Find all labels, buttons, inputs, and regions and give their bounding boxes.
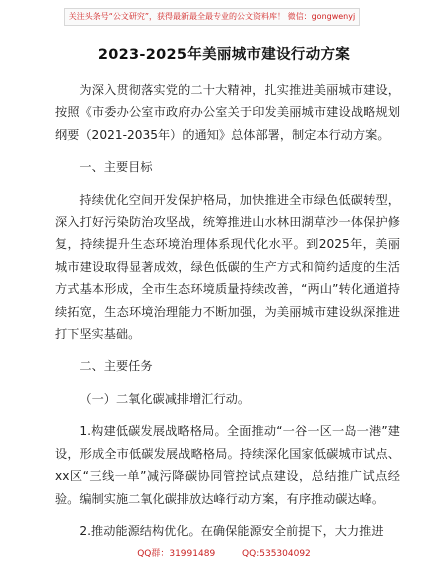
promo-banner [64,8,360,26]
intro-paragraph: 为深入贯彻落实党的二十大精神，扎实推进美丽城市建设，按照《市委办公室市政府办公室关于印发美丽城市建设战略规划纲要（2021-2035年）的通知》总体部署，制定本行动方案。 [55,83,400,142]
footer-qq-group: QQ群：31991489 [137,549,216,559]
goals-paragraph: 持续优化空间开发保护格局，加快推进全市绿色低碳转型，深入打好污染防治攻坚战，统筹推进山水林田湖草沙一体保护修复，持续提升生态环境治理体系现代化水平。到2025年，美丽城市建设取得显著成效，绿色低碳的生产方式和简约适度的生活方式基本形成，全市生态环境质量持续改善，“两山”转化通道持续拓宽，生态环境治理能力不断加强，为美丽城市建设纵深推进打下坚实基础。 [55,192,400,342]
document-body [55,79,400,542]
task-item-1: 1.构建低碳发展战略格局。全面推动“一谷一区一岛一港”建设，形成全市低碳发展战略格局。持续深化国家低碳城市试点、xx区“三线一单”减污降碳协同管控试点建设，总结推广试点经验。编制实施二氧化碳排放达峰行动方案，有序推动碳达峰。 [55,424,400,506]
footer-qq: QQ:535304092 [242,549,311,559]
section-heading-goals: 一、主要目标 [79,160,153,175]
document-title: 2023-2025年美丽城市建设行动方案 [97,47,351,63]
subsection-heading-carbon: （一）二氧化碳减排增汇行动。 [79,391,251,406]
promo-banner-text: 关注头条号“公文研究”，获得最新最全最专业的公文资料库！ 微信：gongwenyj [68,12,356,21]
section-heading-tasks: 二、主要任务 [79,359,153,374]
contact-footer [0,546,448,559]
task-item-2: 2.推动能源结构优化。在确保能源安全前提下，大力推进 [79,523,384,538]
